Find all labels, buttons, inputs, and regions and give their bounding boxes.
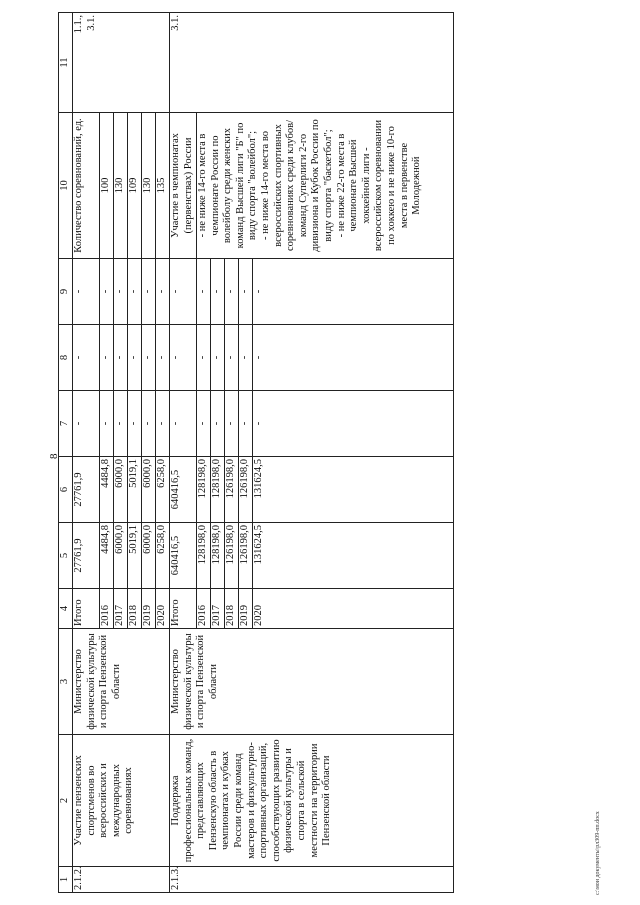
total-col9: - <box>73 259 100 325</box>
value-col5: 6258,0 <box>156 523 170 589</box>
header-col-7: 7 <box>59 391 73 457</box>
total-col6: 27761,9 <box>73 457 100 523</box>
value-col8: - <box>128 325 142 391</box>
value-col9: - <box>211 259 225 325</box>
total-col6: 640416,5 <box>170 457 197 523</box>
value-col9: - <box>253 259 454 325</box>
value-col9: - <box>225 259 239 325</box>
value-col10: 130 <box>114 113 128 259</box>
row-number: 2.1.2. <box>73 867 170 893</box>
value-col6: 6000,0 <box>142 457 156 523</box>
header-row <box>59 13 73 893</box>
executor: Министерство физической культуры и спорта Пензенской области <box>170 629 454 735</box>
year-cell: 2020 <box>156 589 170 629</box>
row-number: 2.1.3. <box>170 867 454 893</box>
value-col9: - <box>142 259 156 325</box>
value-col6: 6258,0 <box>156 457 170 523</box>
total-col9: - <box>170 259 197 325</box>
value-col7: - <box>114 391 128 457</box>
value-col5: 6000,0 <box>114 523 128 589</box>
col11-ref: 3.1. <box>170 13 454 113</box>
value-col6: 126198,0 <box>225 457 239 523</box>
value-col7: - <box>142 391 156 457</box>
value-col5: 126198,0 <box>239 523 253 589</box>
header-col-9: 9 <box>59 259 73 325</box>
page-number: 8 <box>48 453 60 459</box>
value-col8: - <box>100 325 114 391</box>
value-col9: - <box>100 259 114 325</box>
value-col10: 135 <box>156 113 170 259</box>
value-col5: 128198,0 <box>211 523 225 589</box>
table-row <box>170 13 197 893</box>
value-col6: 128198,0 <box>197 457 211 523</box>
value-col9: - <box>197 259 211 325</box>
value-col10: 100 <box>100 113 114 259</box>
year-cell: 2016 <box>197 589 211 629</box>
value-col6: 126198,0 <box>239 457 253 523</box>
value-col8: - <box>211 325 225 391</box>
value-col9: - <box>114 259 128 325</box>
year-cell: 2018 <box>225 589 239 629</box>
value-col6: 128198,0 <box>211 457 225 523</box>
header-col-1: 1 <box>59 867 73 893</box>
value-col9: - <box>128 259 142 325</box>
indicator-description: - не ниже 14-го места в чемпионате России по волейболу среди женских команд Высшей лиги "Б" по виду спорта "волейбол"; - не ниже 14-го места во всероссийских спортивных соревнованиях среди клубов/команд Суперлиги 2-го дивизиона и Кубок России по виду спорта "баскетбол"; - не ниже 22-го места в чемпионате Высшей хоккейной лиги - всероссийском соревновании по хоккею и не ниже 10-го места в первенстве Молодежной <box>197 113 454 259</box>
header-col-11: 11 <box>59 13 73 113</box>
year-cell: 2020 <box>253 589 454 629</box>
indicator-label: Участие в чемпионатах (первенствах) России <box>170 113 197 259</box>
total-label: Итого <box>73 589 100 629</box>
header-col-10: 10 <box>59 113 73 259</box>
value-col7: - <box>100 391 114 457</box>
header-col-4: 4 <box>59 589 73 629</box>
value-col8: - <box>156 325 170 391</box>
value-col10: 109 <box>128 113 142 259</box>
value-col8: - <box>253 325 454 391</box>
header-col-8: 8 <box>59 325 73 391</box>
year-cell: 2019 <box>142 589 156 629</box>
value-col7: - <box>253 391 454 457</box>
value-col7: - <box>225 391 239 457</box>
value-col10: 130 <box>142 113 156 259</box>
event-name: Поддержка профессиональных команд, представляющих Пензенскую область в чемпионатах и кубках России среди команд мастеров и физкультурно-спортивных организаций, способствующих развитию физической культуры и спорта в сельской местности на территории Пензенской области <box>170 735 454 867</box>
value-col8: - <box>197 325 211 391</box>
header-col-3: 3 <box>59 629 73 735</box>
event-name: Участие пензенских спортсменов во всероссийских и международных соревнованиях <box>73 735 170 867</box>
total-col5: 27761,9 <box>73 523 100 589</box>
indicator-label: Количество соревнований, ед. <box>73 113 100 259</box>
value-col8: - <box>142 325 156 391</box>
file-path-footer: c:\мои документы\рл309-пп.docx <box>595 811 601 895</box>
year-cell: 2017 <box>211 589 225 629</box>
value-col9: - <box>239 259 253 325</box>
value-col7: - <box>211 391 225 457</box>
value-col5: 6000,0 <box>142 523 156 589</box>
value-col8: - <box>239 325 253 391</box>
header-col-5: 5 <box>59 523 73 589</box>
value-col7: - <box>156 391 170 457</box>
program-table <box>58 12 454 893</box>
executor: Министерство физической культуры и спорта Пензенской области <box>73 629 170 735</box>
total-col7: - <box>73 391 100 457</box>
value-col6: 4484,8 <box>100 457 114 523</box>
value-col8: - <box>225 325 239 391</box>
col11-ref: 1.1., 3.1. <box>73 13 170 113</box>
total-col5: 640416,5 <box>170 523 197 589</box>
year-cell: 2018 <box>128 589 142 629</box>
total-col7: - <box>170 391 197 457</box>
value-col7: - <box>239 391 253 457</box>
value-col7: - <box>197 391 211 457</box>
value-col5: 4484,8 <box>100 523 114 589</box>
year-cell: 2016 <box>100 589 114 629</box>
value-col8: - <box>114 325 128 391</box>
header-col-2: 2 <box>59 735 73 867</box>
year-cell: 2019 <box>239 589 253 629</box>
value-col5: 131624,5 <box>253 523 454 589</box>
total-label: Итого <box>170 589 197 629</box>
value-col5: 126198,0 <box>225 523 239 589</box>
value-col6: 131624,5 <box>253 457 454 523</box>
header-col-6: 6 <box>59 457 73 523</box>
total-col8: - <box>170 325 197 391</box>
year-cell: 2017 <box>114 589 128 629</box>
value-col5: 5019,1 <box>128 523 142 589</box>
value-col7: - <box>128 391 142 457</box>
total-col8: - <box>73 325 100 391</box>
table-row <box>73 13 100 893</box>
value-col5: 128198,0 <box>197 523 211 589</box>
value-col6: 6000,0 <box>114 457 128 523</box>
value-col9: - <box>156 259 170 325</box>
value-col6: 5019,1 <box>128 457 142 523</box>
